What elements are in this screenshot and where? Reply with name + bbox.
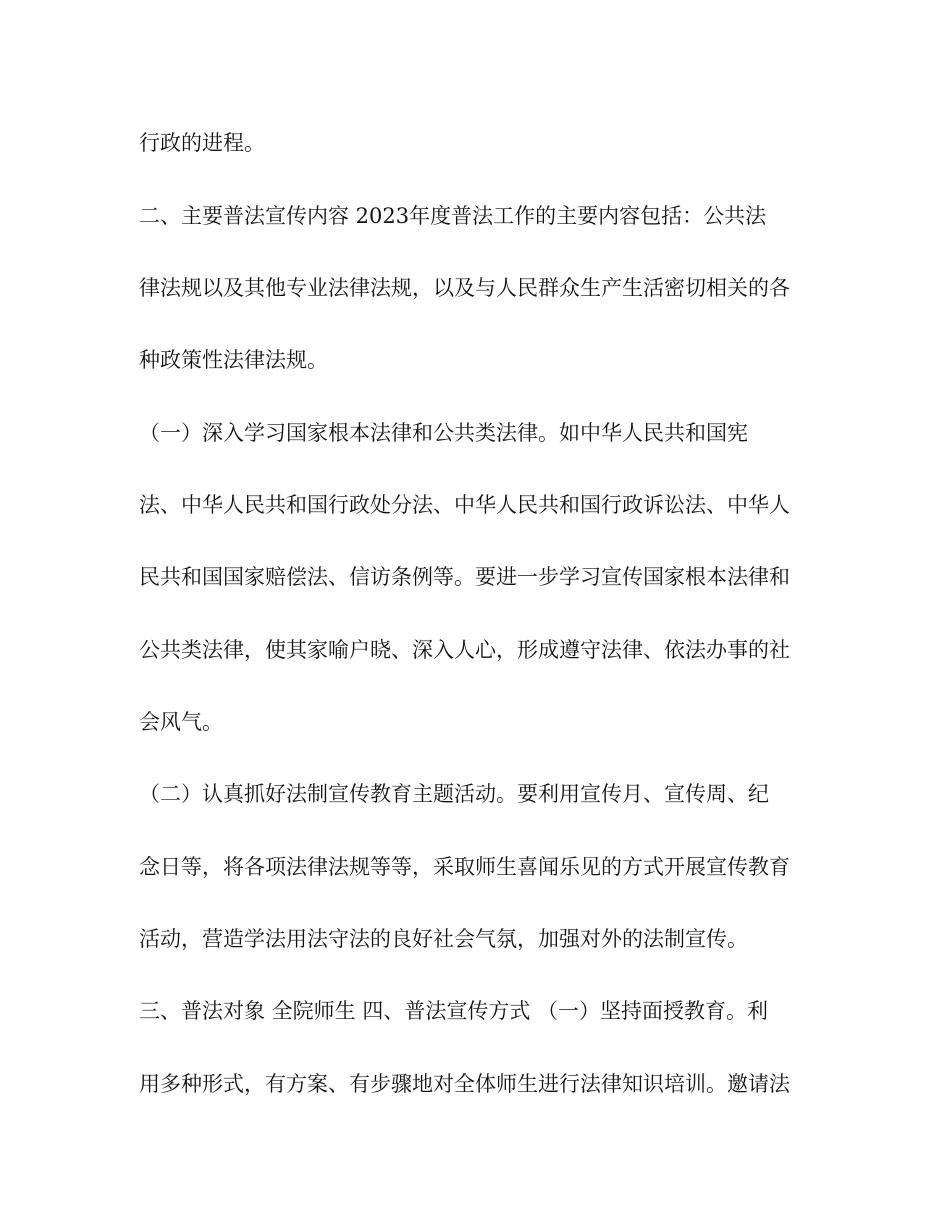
text-line-13: 三、普法对象 全院师生 四、普法宣传方式 （一）坚持面授教育。利 (139, 999, 769, 1023)
text-line-11: 念日等，将各项法律法规等等，采取师生喜闻乐见的方式开展宣传教育 (139, 855, 790, 879)
text-line-12: 活动，营造学法用法守法的良好社会气氛，加强对外的法制宣传。 (139, 927, 748, 951)
text-line-9: 会风气。 (139, 710, 223, 734)
text-line-1: 行政的进程。 (139, 131, 265, 155)
text-line-5: （一）深入学习国家根本法律和公共类法律。如中华人民共和国宪 (139, 421, 748, 445)
text-line-10: （二）认真抓好法制宣传教育主题活动。要利用宣传月、宣传周、纪 (139, 782, 769, 806)
text-line-6: 法、中华人民共和国行政处分法、中华人民共和国行政诉讼法、中华人 (139, 493, 790, 517)
text-line-14: 用多种形式，有方案、有步骤地对全体师生进行法律知识培训。邀请法 (139, 1072, 790, 1096)
text-line-8: 公共类法律，使其家喻户晓、深入人心，形成遵守法律、依法办事的社 (139, 638, 790, 662)
text-line-3: 律法规以及其他专业法律法规，以及与人民群众生产生活密切相关的各 (139, 276, 790, 300)
text-line-4: 种政策性法律法规。 (139, 348, 328, 372)
text-line-7: 民共和国国家赔偿法、信访条例等。要进一步学习宣传国家根本法律和 (139, 565, 790, 589)
text-line-2: 二、主要普法宣传内容 2023年度普法工作的主要内容包括：公共法 (139, 204, 767, 228)
